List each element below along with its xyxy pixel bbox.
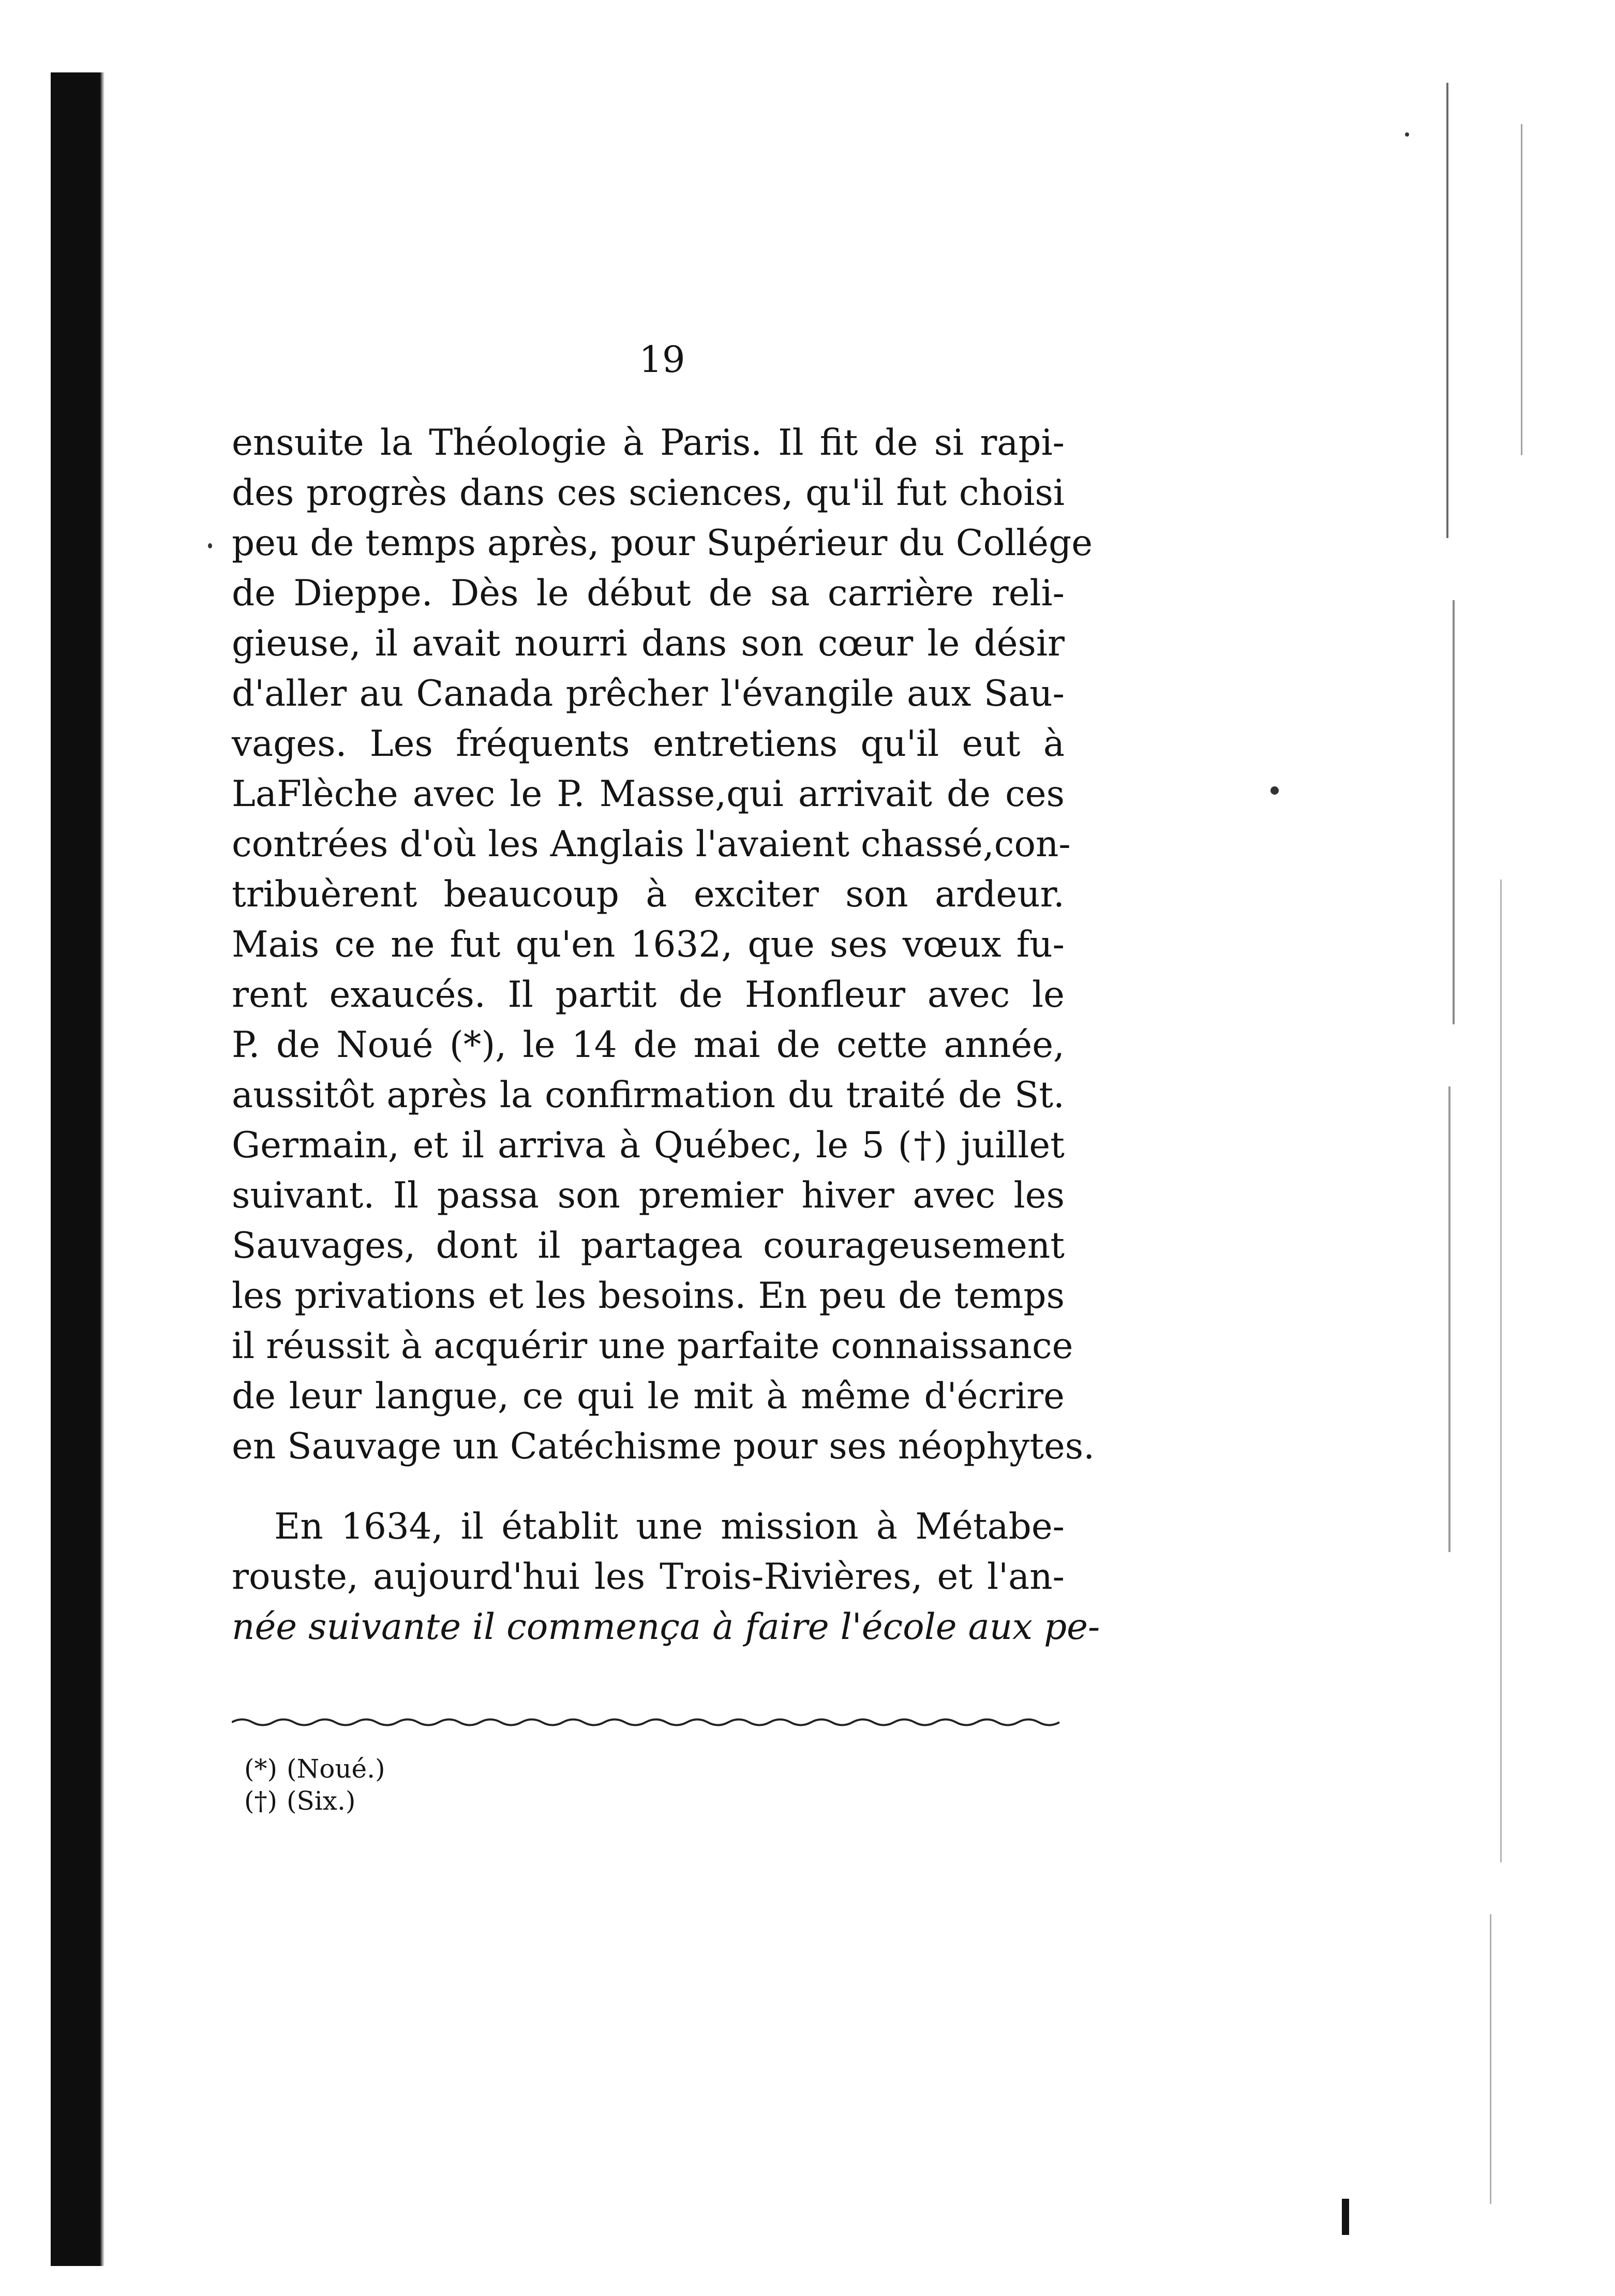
text-line: rouste, aujourd'hui les Trois-Rivières, et l'an- bbox=[232, 1556, 1065, 1598]
text-line: suivant. Il passa son premier hiver avec les bbox=[232, 1175, 1065, 1216]
text-line: il réussit à acquérir une parfaite connaissance bbox=[232, 1325, 1073, 1367]
wavy-divider bbox=[232, 1717, 1065, 1728]
footnote-mark: (*) bbox=[244, 1754, 278, 1784]
scan-binding-shadow bbox=[51, 72, 100, 2266]
footnote-mark: (†) bbox=[244, 1786, 278, 1816]
text-line: les privations et les besoins. En peu de temps bbox=[232, 1275, 1065, 1317]
scan-edge-line bbox=[1500, 879, 1502, 1862]
scan-edge-line bbox=[1446, 83, 1448, 538]
text-line: des progrès dans ces sciences, qu'il fut choisi bbox=[232, 472, 1065, 514]
scan-edge-line bbox=[1521, 124, 1522, 455]
scan-edge-line bbox=[1448, 1086, 1450, 1552]
text-line: ensuite la Théologie à Paris. Il fit de si rapi- bbox=[232, 422, 1065, 464]
text-line: aussitôt après la confirmation du traité de St. bbox=[232, 1075, 1065, 1116]
paragraph bbox=[232, 1502, 1100, 1652]
text-line: d'aller au Canada prêcher l'évangile aux Sau- bbox=[232, 673, 1065, 714]
text-line: En 1634, il établit une mission à Métabe- bbox=[274, 1506, 1065, 1547]
page-number: 19 bbox=[639, 338, 685, 381]
footnote-text: (Six.) bbox=[287, 1786, 356, 1816]
text-line: P. de Noué (*), le 14 de mai de cette année, bbox=[232, 1024, 1065, 1066]
text-line: contrées d'où les Anglais l'avaient chassé,con- bbox=[232, 824, 1071, 865]
paragraph-gap bbox=[232, 1472, 1065, 1502]
text-line: en Sauvage un Catéchisme pour ses néophytes. bbox=[232, 1426, 1095, 1467]
text-line: peu de temps après, pour Supérieur du Collége bbox=[232, 523, 1093, 564]
paragraph bbox=[232, 418, 1095, 1472]
scan-speck bbox=[1405, 132, 1409, 137]
footnote bbox=[244, 1753, 385, 1785]
text-line: Germain, et il arriva à Québec, le 5 (†) juillet bbox=[232, 1125, 1065, 1166]
text-line: rent exaucés. Il partit de Honfleur avec le bbox=[232, 974, 1065, 1016]
text-line: gieuse, il avait nourri dans son cœur le désir bbox=[232, 623, 1065, 664]
footnote-text: (Noué.) bbox=[287, 1754, 385, 1784]
scan-edge-line bbox=[1490, 1914, 1491, 2204]
scan-edge-line bbox=[1453, 600, 1455, 1024]
text-line: LaFlèche avec le P. Masse,qui arrivait de ces bbox=[232, 773, 1065, 815]
text-line: Sauvages, dont il partagea courageusement bbox=[232, 1225, 1065, 1266]
scan-corner-mark bbox=[1342, 2199, 1349, 2235]
text-line: née suivante il commença à faire l'école aux pe- bbox=[232, 1606, 1100, 1648]
text-line: de Dieppe. Dès le début de sa carrière reli- bbox=[232, 573, 1065, 614]
body-text bbox=[232, 418, 1100, 1652]
text-line: Mais ce ne fut qu'en 1632, que ses vœux fu- bbox=[232, 924, 1065, 965]
footnote bbox=[244, 1785, 385, 1817]
scan-speck bbox=[1270, 786, 1279, 795]
text-line: de leur langue, ce qui le mit à même d'écrire bbox=[232, 1376, 1065, 1417]
footnotes bbox=[244, 1753, 385, 1817]
text-line: vages. Les fréquents entretiens qu'il eut à bbox=[232, 723, 1065, 765]
scan-speck bbox=[208, 543, 212, 548]
text-line: tribuèrent beaucoup à exciter son ardeur. bbox=[232, 874, 1065, 915]
